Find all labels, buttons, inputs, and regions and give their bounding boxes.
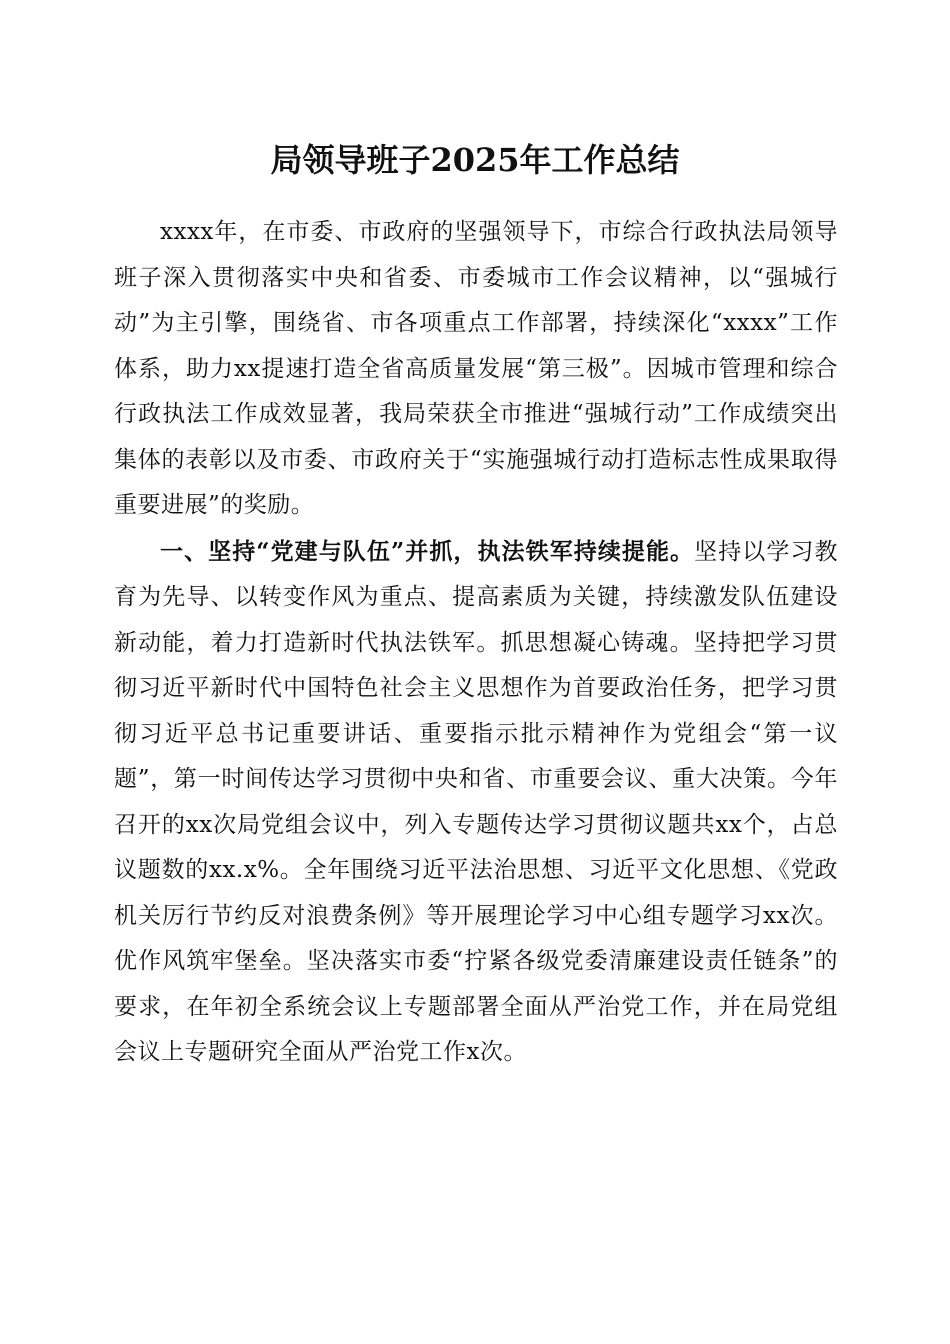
- intro-paragraph: [114, 210, 838, 529]
- section-one-heading: 一、坚持“党建与队伍”并抓，执法铁军持续提能。: [160, 537, 695, 565]
- section-one-paragraph: [114, 529, 838, 1076]
- section-one-text: 坚持以学习教育为先导、以转变作风为重点、提高素质为关键，持续激发队伍建设新动能，着力打造新时代执法铁军。抓思想凝心铸魂。坚持把学习贯彻习近平新时代中国特色社会主义思想作为首要政治任务，把学习贯彻习近平总书记重要讲话、重要指示批示精神作为党组会“第一议题”，第一时间传达学习贯彻中央和省、市重要会议、重大决策。今年召开的xx次局党组会议中，列入专题传达学习贯彻议题共xx个，占总议题数的xx.x%。全年围绕习近平法治思想、习近平文化思想、《党政机关厉行节约反对浪费条例》等开展理论学习中心组专题学习xx次。优作风筑牢堡垒。坚决落实市委“拧紧各级党委清廉建设责任链条”的要求，在年初全系统会议上专题部署全面从严治党工作，并在局党组会议上专题研究全面从严治党工作x次。: [114, 538, 839, 1065]
- intro-paragraph-text: xxxx年，在市委、市政府的坚强领导下，市综合行政执法局领导班子深入贯彻落实中央和省委、市委城市工作会议精神，以“强城行动”为主引擎，围绕省、市各项重点工作部署，持续深化“xxxx”工作体系，助力xx提速打造全省高质量发展“第三极”。因城市管理和综合行政执法工作成效显著，我局荣获全市推进“强城行动”工作成绩突出集体的表彰以及市委、市政府关于“实施强城行动打造标志性成果取得重要进展”的奖励。: [114, 219, 838, 518]
- document-title: 局领导班子2025年工作总结: [270, 141, 680, 179]
- document-body: [114, 210, 838, 1076]
